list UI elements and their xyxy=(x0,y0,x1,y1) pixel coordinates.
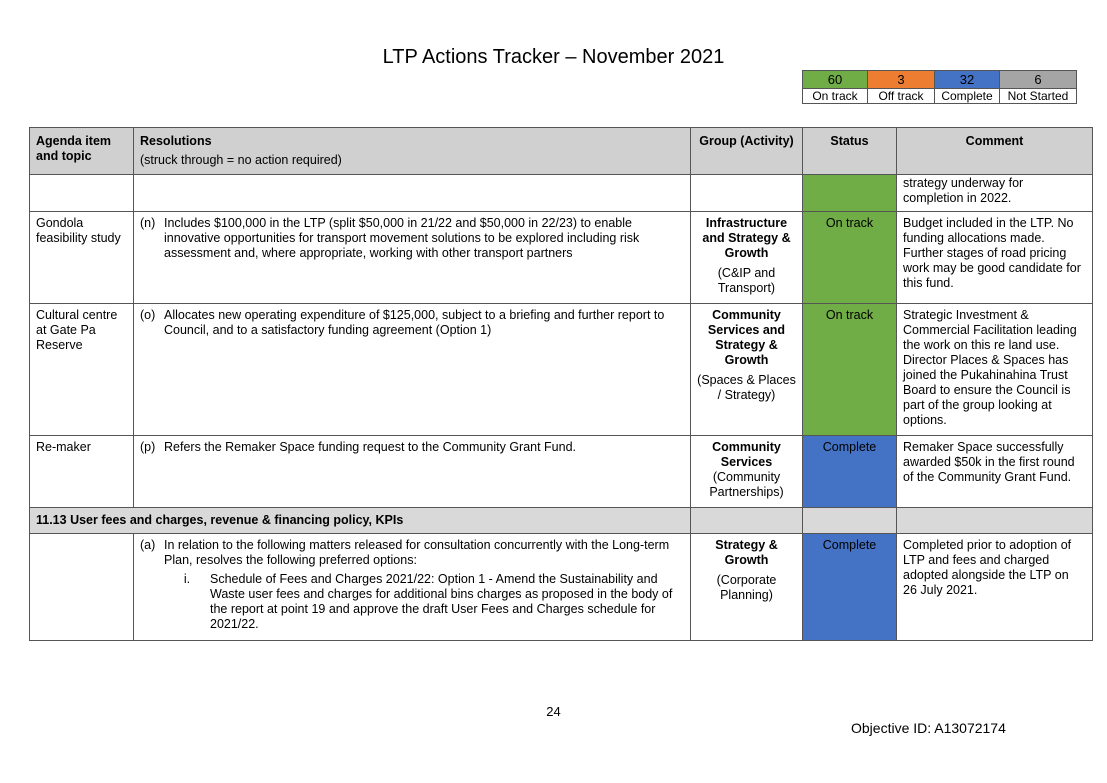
status-cell: Complete xyxy=(803,534,897,641)
resolution-text: Allocates new operating expenditure of $125,000, subject to a briefing and further report to Council, and to a satisfactory funding agreement (Option 1) xyxy=(164,308,665,337)
group-activity: (Corporate Planning) xyxy=(716,573,777,602)
header-group: Group (Activity) xyxy=(691,128,803,175)
agenda-cell: Gondola feasibility study xyxy=(30,212,134,304)
resolution-text: Includes $100,000 in the LTP (split $50,000 in 21/22 and $50,000 in 22/23) to enable innovative opportunities for transport movement solutions to be explored including risk assessment and, where appropriate, working with other transport partners xyxy=(164,216,640,260)
group-activity: (Community Partnerships) xyxy=(709,470,784,499)
group-cell xyxy=(691,212,803,304)
group-cell xyxy=(691,436,803,508)
status-cell: On track xyxy=(803,304,897,436)
group-name: Community Services and Strategy & Growth xyxy=(707,308,786,367)
section-blank-cell xyxy=(691,508,803,534)
resolution-cell xyxy=(134,534,691,641)
comment-cell: Budget included in the LTP. No funding allocations made. Further stages of road pricing work may be good candidate for this fund. xyxy=(897,212,1093,304)
resolution-label: (a) xyxy=(140,538,156,552)
table-header-row xyxy=(30,128,1093,175)
agenda-cell: Cultural centre at Gate Pa Reserve xyxy=(30,304,134,436)
on-track-count: 60 xyxy=(803,71,868,89)
off-track-count: 3 xyxy=(868,71,935,89)
header-resolutions-note: (struck through = no action required) xyxy=(140,153,342,167)
comment-cell: strategy underway for completion in 2022. xyxy=(897,175,1093,212)
section-blank-cell xyxy=(803,508,897,534)
not-started-count: 6 xyxy=(1000,71,1077,89)
resolution-label: (n) xyxy=(140,216,156,230)
table-row xyxy=(30,175,1093,212)
resolution-cell xyxy=(134,212,691,304)
header-status: Status xyxy=(803,128,897,175)
header-agenda: Agenda item and topic xyxy=(30,128,134,175)
group-cell xyxy=(691,175,803,212)
complete-count: 32 xyxy=(935,71,1000,89)
objective-id: Objective ID: A13072174 xyxy=(851,720,1006,736)
group-name: Infrastructure and Strategy & Growth xyxy=(702,216,791,260)
table-row xyxy=(30,304,1093,436)
header-resolutions xyxy=(134,128,691,175)
resolution-text: Refers the Remaker Space funding request to the Community Grant Fund. xyxy=(164,440,577,454)
table-row xyxy=(30,436,1093,508)
group-activity: (C&IP and Transport) xyxy=(717,266,776,295)
group-activity: (Spaces & Places / Strategy) xyxy=(697,373,796,402)
header-resolutions-title: Resolutions xyxy=(140,134,212,148)
resolution-cell xyxy=(134,436,691,508)
comment-cell: Strategic Investment & Commercial Facilitation leading the work on this re land use. Director Places & Spaces has joined the Pukahinahina Trust Board to ensure the Council is part of the group looking at options. xyxy=(897,304,1093,436)
comment-cell: Remaker Space successfully awarded $50k in the first round of the Community Grant Fund. xyxy=(897,436,1093,508)
status-cell: On track xyxy=(803,212,897,304)
agenda-cell xyxy=(30,534,134,641)
sub-resolution-label: i. xyxy=(183,572,191,586)
agenda-cell xyxy=(30,175,134,212)
status-cell: Complete xyxy=(803,436,897,508)
resolution-label: (p) xyxy=(140,440,156,454)
off-track-label: Off track xyxy=(868,89,935,104)
status-summary xyxy=(802,70,1077,104)
resolution-label: (o) xyxy=(140,308,156,322)
section-blank-cell xyxy=(897,508,1093,534)
complete-label: Complete xyxy=(935,89,1000,104)
page-title: LTP Actions Tracker – November 2021 xyxy=(382,46,725,68)
resolution-cell xyxy=(134,175,691,212)
section-title: 11.13 User fees and charges, revenue & financing policy, KPIs xyxy=(30,508,691,534)
table-row xyxy=(30,212,1093,304)
header-comment: Comment xyxy=(897,128,1093,175)
resolution-text: In relation to the following matters released for consultation concurrently with the Long-term Plan, resolves the following preferred options: xyxy=(164,538,670,567)
table-row xyxy=(30,534,1093,641)
group-name: Strategy & Growth xyxy=(715,538,778,567)
not-started-label: Not Started xyxy=(1000,89,1077,104)
group-cell xyxy=(691,304,803,436)
resolution-cell xyxy=(134,304,691,436)
on-track-label: On track xyxy=(803,89,868,104)
comment-cell: Completed prior to adoption of LTP and fees and charged adopted alongside the LTP on 26 July 2021. xyxy=(897,534,1093,641)
group-name: Community Services xyxy=(712,440,781,469)
agenda-cell: Re-maker xyxy=(30,436,134,508)
group-cell xyxy=(691,534,803,641)
status-cell xyxy=(803,175,897,212)
sub-resolution-text: Schedule of Fees and Charges 2021/22: Option 1 - Amend the Sustainability and Waste user fees and charges for additional bins charges as proposed in the body of the report at point 19 and approve the draft User Fees and Charges schedule for 2021/22. xyxy=(210,572,673,631)
section-row xyxy=(30,508,1093,534)
actions-table xyxy=(29,127,1093,641)
page-number: 24 xyxy=(546,704,561,719)
